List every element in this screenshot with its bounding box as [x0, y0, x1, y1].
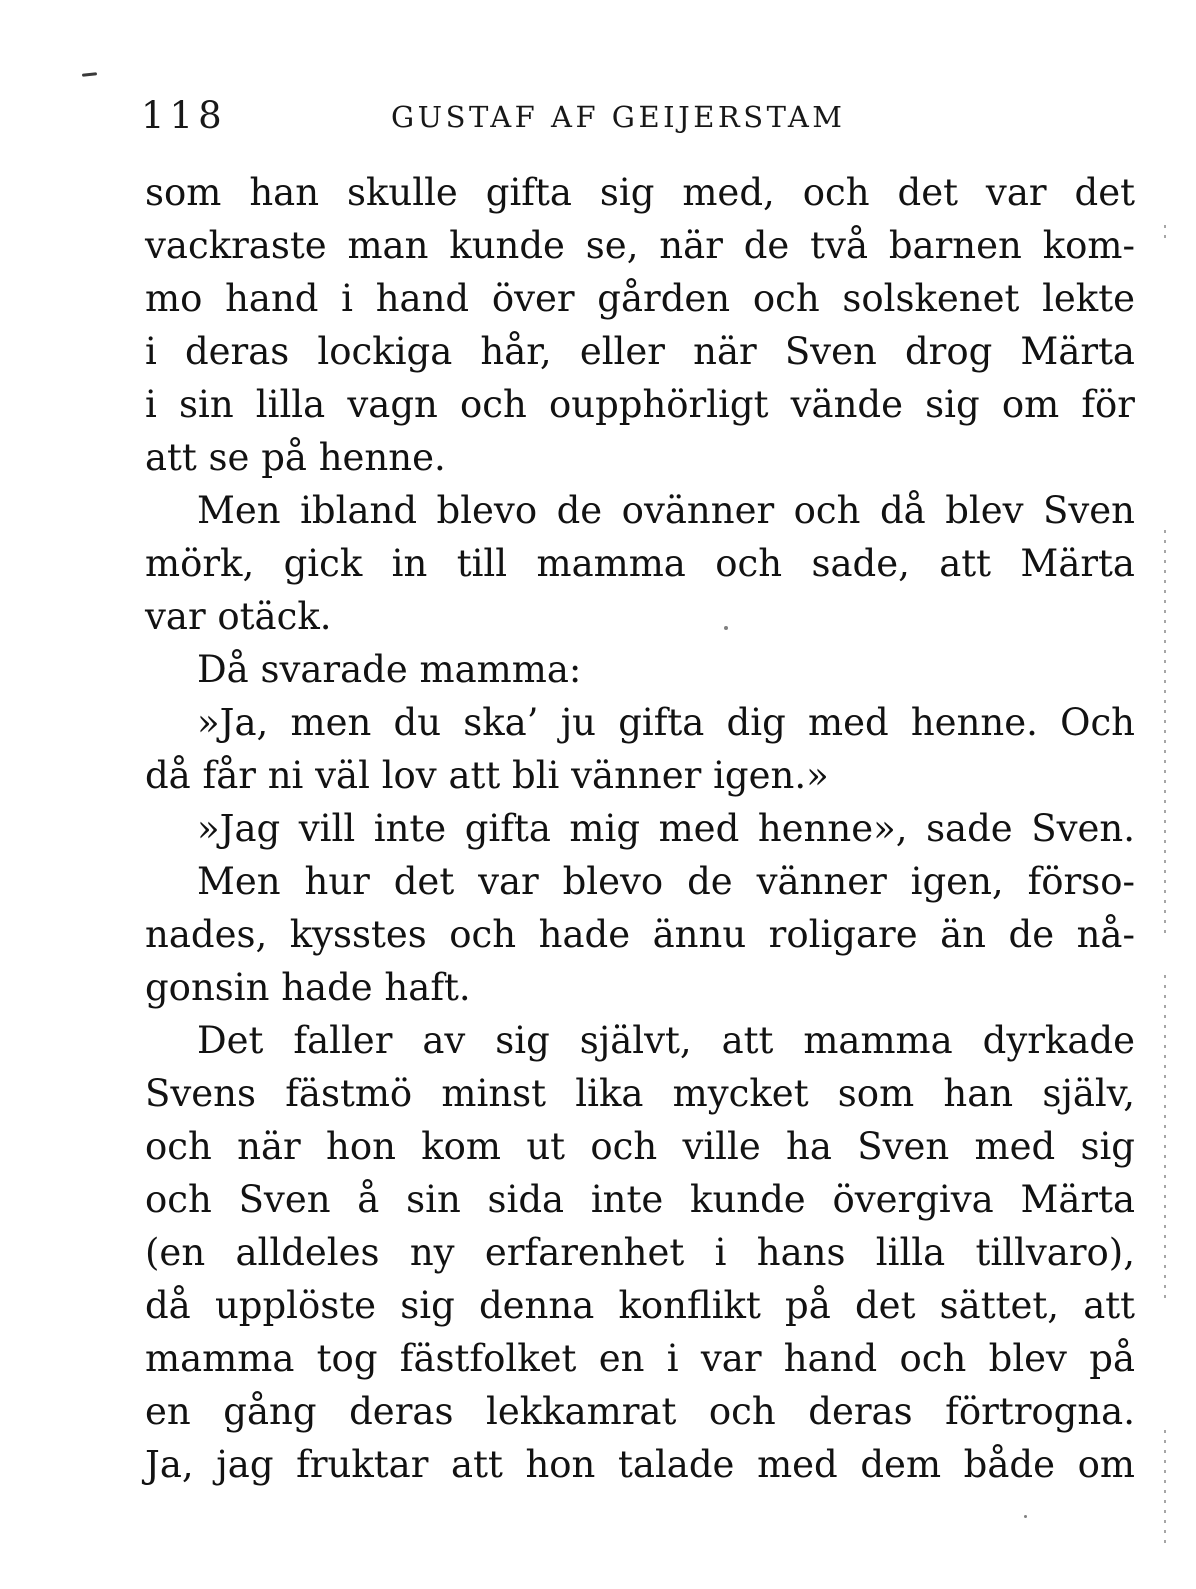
body-text [145, 166, 1135, 1491]
page-number: 118 [141, 94, 227, 137]
text-line: att se på henne. [145, 436, 446, 479]
text-line: då får ni väl lov att bli vänner igen.» [145, 754, 829, 797]
scan-speck-artifact [1024, 1515, 1027, 1518]
text-line: i sin lilla vagn och oupphörligt vände sig om för [145, 383, 1135, 426]
text-line: »Jag vill inte gifta mig med henne», sade Sven. [197, 807, 1135, 850]
text-line: mo hand i hand över gården och solskenet lekte [145, 277, 1135, 320]
text-line: vackraste man kunde se, när de två barnen kom- [145, 224, 1135, 267]
scan-margin-dotted-line [1164, 1430, 1166, 1550]
scan-margin-dotted-line [1164, 225, 1166, 243]
text-line: var otäck. [145, 595, 332, 638]
text-line: Men ibland blevo de ovänner och då blev Sven [197, 489, 1135, 532]
running-title: GUSTAF AF GEIJERSTAM [391, 100, 846, 134]
text-line: Svens fästmö minst lika mycket som han själv, [145, 1072, 1135, 1115]
text-line: Det faller av sig självt, att mamma dyrkade [197, 1019, 1135, 1062]
text-line: och Sven å sin sida inte kunde övergiva Märta [145, 1178, 1135, 1221]
text-line: nades, kysstes och hade ännu roligare än de nå- [145, 913, 1135, 956]
text-line: en gång deras lekkamrat och deras förtrogna. [145, 1390, 1135, 1433]
text-line: Men hur det var blevo de vänner igen, förso- [197, 860, 1135, 903]
text-line: (en alldeles ny erfarenhet i hans lilla tillvaro), [145, 1231, 1135, 1274]
text-line: mamma tog fästfolket en i var hand och blev på [145, 1337, 1135, 1380]
scan-margin-dotted-line [1164, 975, 1166, 1305]
text-line: i deras lockiga hår, eller när Sven drog Märta [145, 330, 1135, 373]
scan-dash-artifact [82, 72, 97, 77]
scan-margin-dotted-line [1164, 530, 1166, 940]
text-line: »Ja, men du ska’ ju gifta dig med henne. Och [197, 701, 1135, 744]
text-line: som han skulle gifta sig med, och det var det [145, 171, 1135, 214]
text-line: då upplöste sig denna konflikt på det sättet, att [145, 1284, 1135, 1327]
text-line: Ja, jag fruktar att hon talade med dem både om [145, 1443, 1135, 1486]
text-line: och när hon kom ut och ville ha Sven med sig [145, 1125, 1135, 1168]
text-line: Då svarade mamma: [197, 648, 582, 691]
text-line: gonsin hade haft. [145, 966, 471, 1009]
text-line: mörk, gick in till mamma och sade, att Märta [145, 542, 1135, 585]
